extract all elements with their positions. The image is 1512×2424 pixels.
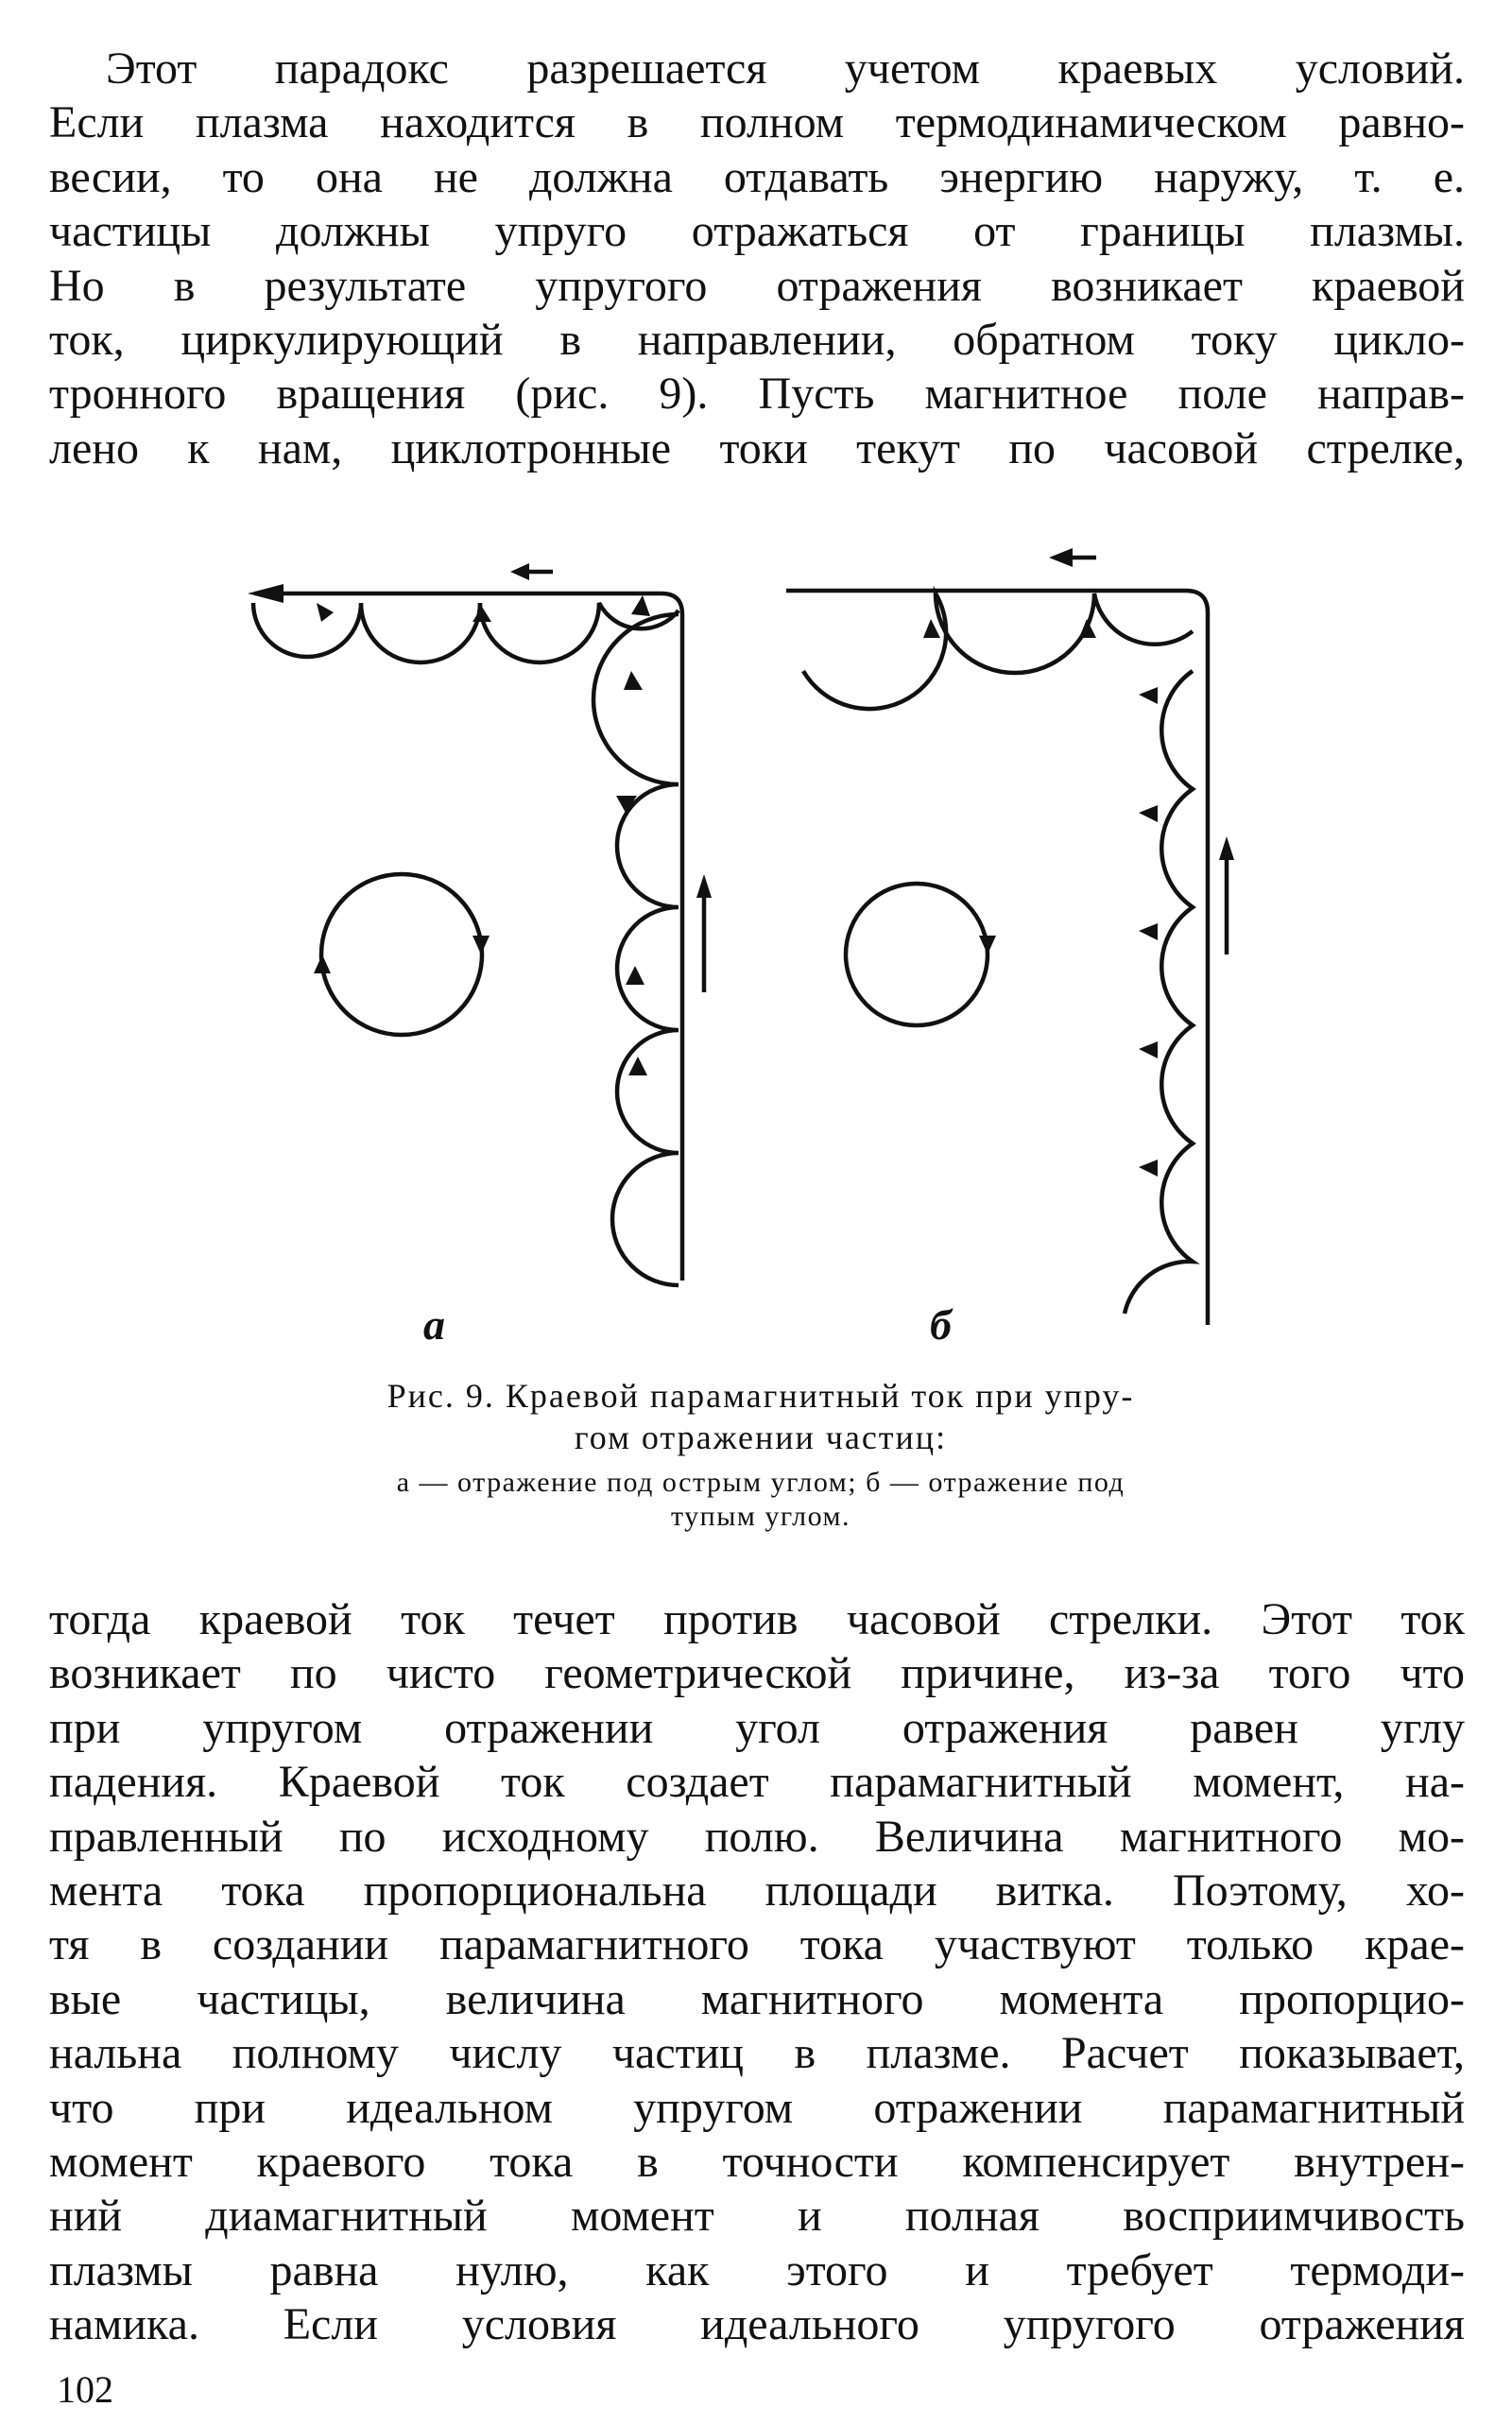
text-line: что при идеальном упругом отражении парамагнитный [49, 2082, 1465, 2133]
text-line: тронного вращения (рис. 9). Пусть магнитное поле направ- [49, 369, 1465, 420]
caption-title-line: Рис. 9. Краевой парамагнитный ток при упру- [387, 1377, 1135, 1415]
text-line: возникает по чисто геометрической причине, из-за того что [49, 1648, 1465, 1699]
page-number: 102 [57, 2368, 113, 2411]
text-line: Но в результате упругого отражения возникает краевой [49, 260, 1465, 311]
text-line: плазмы равна нулю, как этого и требует термоди- [49, 2244, 1465, 2295]
bounce-top-a [253, 603, 679, 662]
caption-legend-line: тупым углом. [670, 1501, 851, 1532]
panel-a [248, 563, 712, 1285]
figure-diagram [0, 529, 1512, 1380]
caption-title-line: гом отражении частиц: [574, 1418, 948, 1456]
text-line: мента тока пропорциональна площади витка. Поэтому, хо- [49, 1865, 1465, 1917]
text-line: весии, то она не должна отдавать энергию наружу, т. е. [49, 151, 1465, 202]
panel-label-a: а [423, 1300, 445, 1349]
text-line: вые частицы, величина магнитного момента пропорцио- [49, 1973, 1465, 2024]
text-line: Если плазма находится в полном термодинамическом равно- [49, 97, 1465, 148]
text-line: правленный по исходному полю. Величина магнитного мо- [49, 1811, 1465, 1862]
panel-label-b: б [930, 1300, 952, 1349]
bounce-side-a [593, 614, 679, 1285]
wall-a [255, 593, 682, 1281]
text-line: нальна полному числу частиц в плазме. Расчет показывает, [49, 2028, 1465, 2079]
bounce-side-b [1125, 671, 1193, 1314]
text-line: тогда краевой ток течет против часовой стрелки. Этот ток [49, 1594, 1465, 1644]
paragraph-bottom [49, 1592, 1465, 2352]
paragraph-top [49, 42, 1465, 475]
text-line: намика. Если условия идеального упругого отражения [49, 2299, 1465, 2350]
text-line: Этот парадокс разрешается учетом краевых условий. [106, 43, 1465, 94]
text-line: ток, циркулирующий в направлении, обратном току цикло- [49, 315, 1465, 366]
wall-b [786, 591, 1208, 1325]
panel-b [786, 548, 1234, 1325]
text-line: момент краевого тока в точности компенсирует внутрен- [49, 2137, 1465, 2188]
bounce-arrow-a [317, 603, 334, 622]
text-line: лено к нам, циклотронные токи текут по часовой стрелке, [49, 422, 1465, 473]
cyclotron-orbit-b [846, 884, 988, 1025]
figure-caption [255, 1375, 1266, 1534]
caption-legend-line: а — отражение под острым углом; б — отражение под [396, 1467, 1125, 1498]
text-line: тя в создании парамагнитного тока участвуют только крае- [49, 1919, 1465, 1970]
cyclotron-orbit-a [321, 874, 482, 1035]
text-line: частицы должны упруго отражаться от границы плазмы. [49, 206, 1465, 257]
figure-9 [0, 529, 1512, 1380]
text-line: падения. Краевой ток создает парамагнитный момент, на- [49, 1757, 1465, 1808]
text-line: ний диамагнитный момент и полная восприимчивость [49, 2191, 1465, 2242]
bounce-top-b [803, 593, 1193, 709]
wall-arrow-a [248, 584, 284, 603]
text-line: при упругом отражении угол отражения равен углу [49, 1702, 1465, 1753]
